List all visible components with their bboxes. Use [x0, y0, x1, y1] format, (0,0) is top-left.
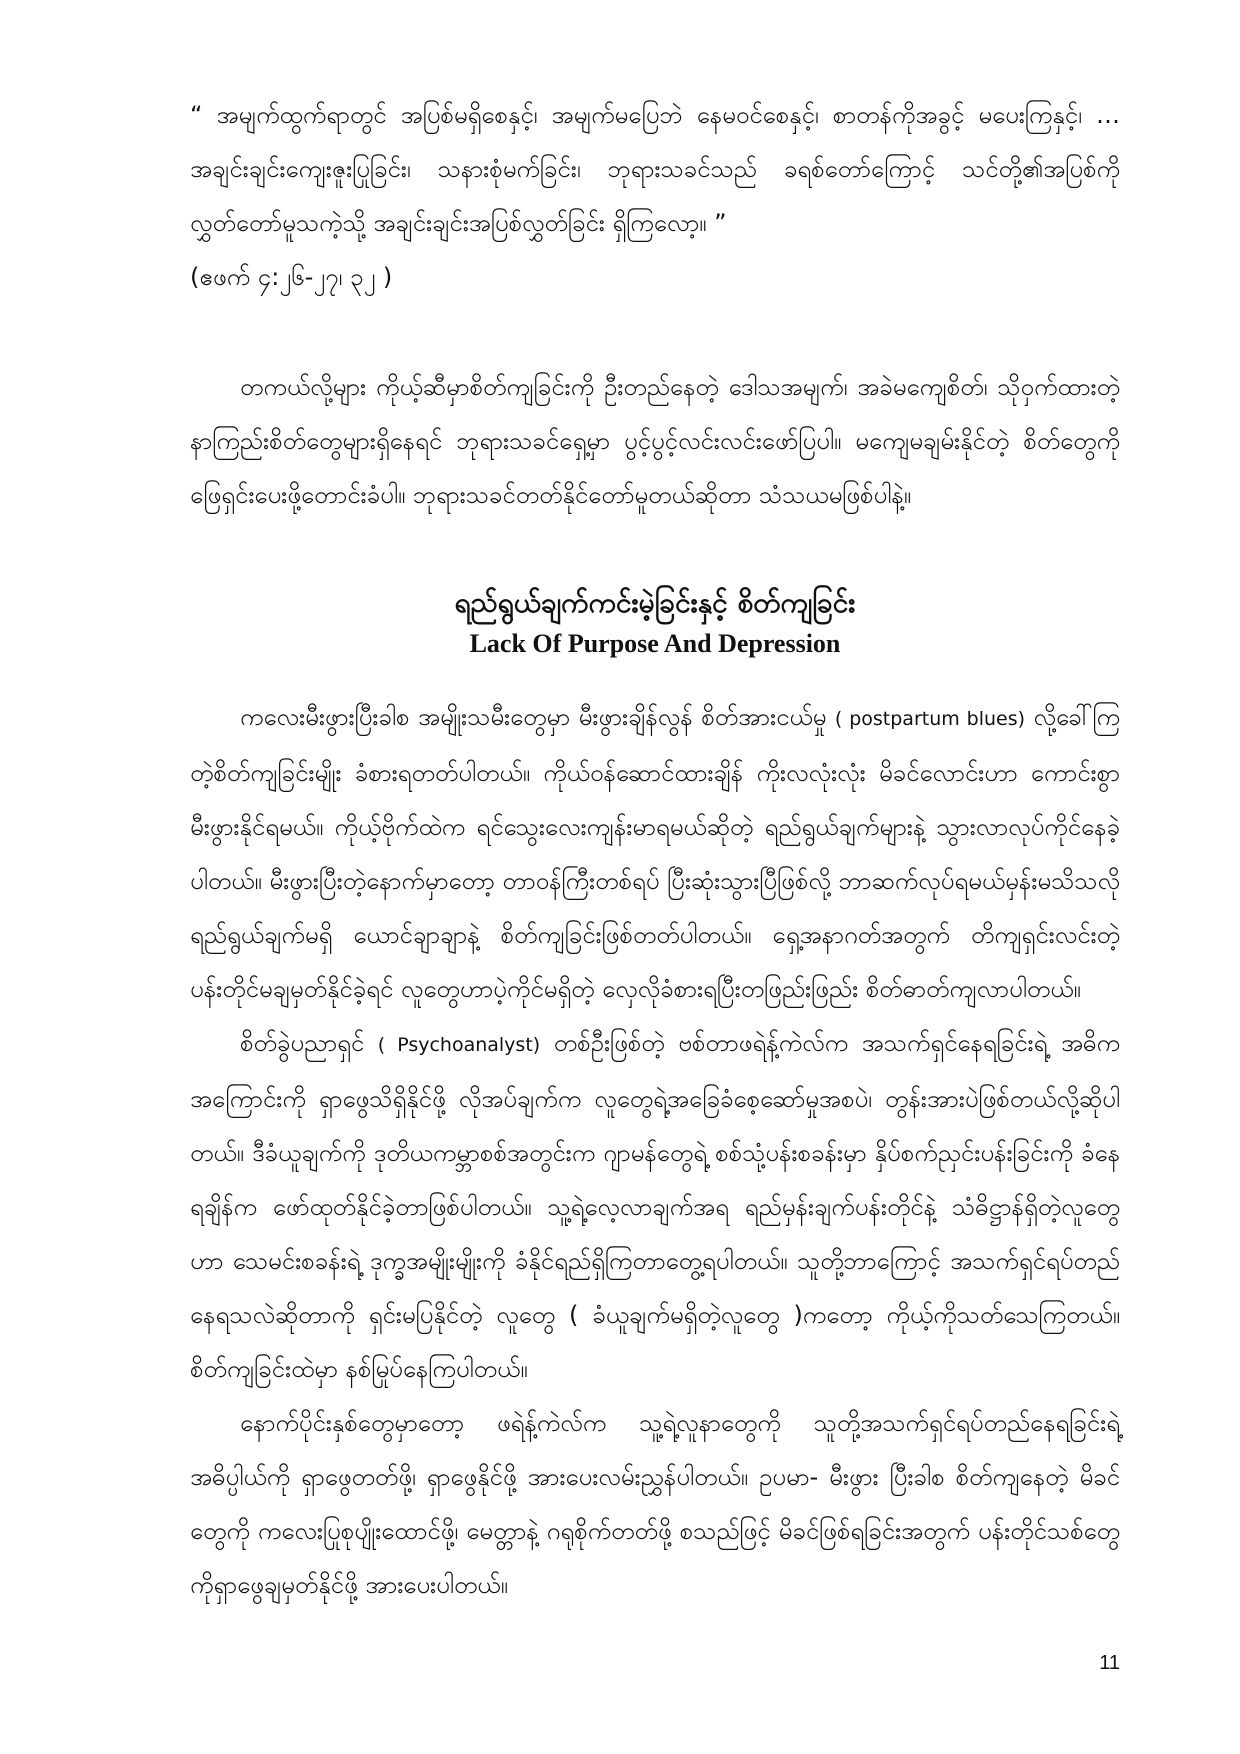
bible-quote-block — [190, 88, 1120, 304]
section-title-english: Lack Of Purpose And Depression — [469, 629, 841, 658]
english-term: ( Psychoanalyst) — [377, 1034, 541, 1056]
section-title-myanmar: ရည်ရွယ်ချက်ကင်းမဲ့ခြင်းနှင့် စိတ်ကျခြင်း — [454, 586, 856, 619]
intro-block — [190, 360, 1120, 522]
paragraph-later-years: နောက်ပိုင်းနှစ်တွေမှာတော့ ဖရဲန့်ကဲလ်က သူ့ရဲ့လူနာတွေကို သူတို့အသက်ရှင်ရပ်တည်နေရခြင်းရဲ့ အဓိပ္ပါယ်ကို ရှာဖွေတတ်ဖို့၊ ရှာဖွေနိုင်ဖို့ အားပေးလမ်းညွှန်ပါတယ်။ ဥပမာ- မီးဖွား ပြီးခါစ စိတ်ကျနေတဲ့ မိခင်တွေကို ကလေးပြုစုပျိုးထောင်ဖို့၊ မေတ္တာနဲ့ ဂရုစိုက်တတ်ဖို့ စသည်ဖြင့် မိခင်ဖြစ်ရခြင်းအတွက် ပန်းတိုင်သစ်တွေကိုရှာဖွေချမှတ်နိုင်ဖို့ အားပေးပါတယ်။ — [190, 1409, 1120, 1599]
body-text — [190, 690, 1120, 1612]
bible-reference: (ဧဖက် ၄:၂၆-၂၇၊ ၃၂ ) — [190, 263, 393, 291]
english-term: ( postpartum blues) — [834, 708, 1026, 730]
paragraph-postpartum — [190, 690, 1120, 1016]
paragraph-text: စိတ်ခွဲပညာရှင် — [240, 1029, 365, 1057]
page-number: 11 — [1099, 1652, 1120, 1674]
section-heading — [190, 580, 1120, 662]
paragraph-frankl — [190, 1016, 1120, 1396]
intro-paragraph: တကယ်လို့များ ကိုယ့်ဆီမှာစိတ်ကျခြင်းကို ဦးတည်နေတဲ့ ဒေါသအမျက်၊ အခဲမကျေစိတ်၊ သိုဝှက်ထားတဲ့ နာကြည်းစိတ်တွေများရှိနေရင် ဘုရားသခင်ရှေ့မှာ ပွင့်ပွင့်လင်းလင်းဖော်ပြပါ။ မကျေမချမ်းနိုင်တဲ့ စိတ်တွေကိုဖြေရှင်းပေးဖို့တောင်းခံပါ။ ဘုရားသခင်တတ်နိုင်တော်မူတယ်ဆိုတာ သံသယမဖြစ်ပါနဲ့။ — [190, 373, 1120, 509]
bible-quote: “ အမျက်ထွက်ရာတွင် အပြစ်မရှိစေနှင့်၊ အမျက်မပြေဘဲ နေမဝင်စေနှင့်၊ စာတန်ကိုအခွင့် မပေးကြနှင့်၊ … အချင်းချင်းကျေးဇူးပြုခြင်း၊ သနားစုံမက်ခြင်း၊ ဘုရားသခင်သည် ခရစ်တော်ကြောင့် သင်တို့၏အပြစ်ကို လွှတ်တော်မူသကဲ့သို့ အချင်းချင်းအပြစ်လွှတ်ခြင်း ရှိကြလော့။ ” — [190, 101, 1120, 237]
paragraph-text: ကလေးမီးဖွားပြီးခါစ အမျိုးသမီးတွေမှာ မီးဖွားချိန်လွန် စိတ်အားငယ်မှု — [240, 703, 827, 731]
paragraph-text: တစ်ဦးဖြစ်တဲ့ ဗစ်တာဖရဲန့်ကဲလ်က အသက်ရှင်နေရခြင်းရဲ့ အဓိကအကြောင်းကို ရှာဖွေသိရှိနိုင်ဖို့ လိုအပ်ချက်က လူတွေရဲ့အခြေခံစေ့ဆော်မှုအစပဲ၊ တွန်းအားပဲဖြစ်တယ်လို့ဆိုပါတယ်။ ဒီခံယူချက်ကို ဒုတိယကမ္ဘာစစ်အတွင်းက ဂျာမန်တွေရဲ့ စစ်သုံ့ပန်းစခန်းမှာ နှိပ်စက်ညှင်းပန်းခြင်းကို ခံနေရချိန်က ဖော်ထုတ်နိုင်ခဲ့တာဖြစ်ပါတယ်။ သူ့ရဲ့လေ့လာချက်အရ ရည်မှန်းချက်ပန်းတိုင်နဲ့ သံဓိဋ္ဌာန်ရှိတဲ့လူတွေဟာ သေမင်းစခန်းရဲ့ ဒုက္ခအမျိုးမျိုးကို ခံနိုင်ရည်ရှိကြတာတွေ့ရပါတယ်။ သူတို့ဘာကြောင့် အသက်ရှင်ရပ်တည်နေရသလဲဆိုတာကို ရှင်းမပြနိုင်တဲ့ လူတွေ ( ခံယူချက်မရှိတဲ့လူတွေ )ကတော့ ကိုယ့်ကိုသတ်သေကြတယ်။ စိတ်ကျခြင်းထဲမှာ နစ်မြုပ်နေကြပါတယ်။ — [190, 1029, 1120, 1383]
paragraph-text: လို့ခေါ်ကြတဲ့စိတ်ကျခြင်းမျိုး ခံစားရတတ်ပါတယ်။ ကိုယ်ဝန်ဆောင်ထားချိန် ကိုးလလုံးလုံး မိခင်လောင်းဟာ ကောင်းစွာမီးဖွားနိုင်ရမယ်။ ကိုယ့်ဗိုက်ထဲက ရင်သွေးလေးကျန်းမာရမယ်ဆိုတဲ့ ရည်ရွယ်ချက်များနဲ့ သွားလာလုပ်ကိုင်နေခဲ့ပါတယ်။ မီးဖွားပြီးတဲ့နောက်မှာတော့ တာဝန်ကြီးတစ်ရပ် ပြီးဆုံးသွားပြီဖြစ်လို့ ဘာဆက်လုပ်ရမယ်မှန်းမသိသလို ရည်ရွယ်ချက်မရှိ ယောင်ချာချာနဲ့ စိတ်ကျခြင်းဖြစ်တတ်ပါတယ်။ ရှေ့အနာဂတ်အတွက် တိကျရှင်းလင်းတဲ့ ပန်းတိုင်မချမှတ်နိုင်ခဲ့ရင် လူတွေဟာပဲ့ကိုင်မရှိတဲ့ လှေလိုခံစားရပြီးတဖြည်းဖြည်း စိတ်ဓာတ်ကျလာပါတယ်။ — [190, 703, 1120, 1003]
